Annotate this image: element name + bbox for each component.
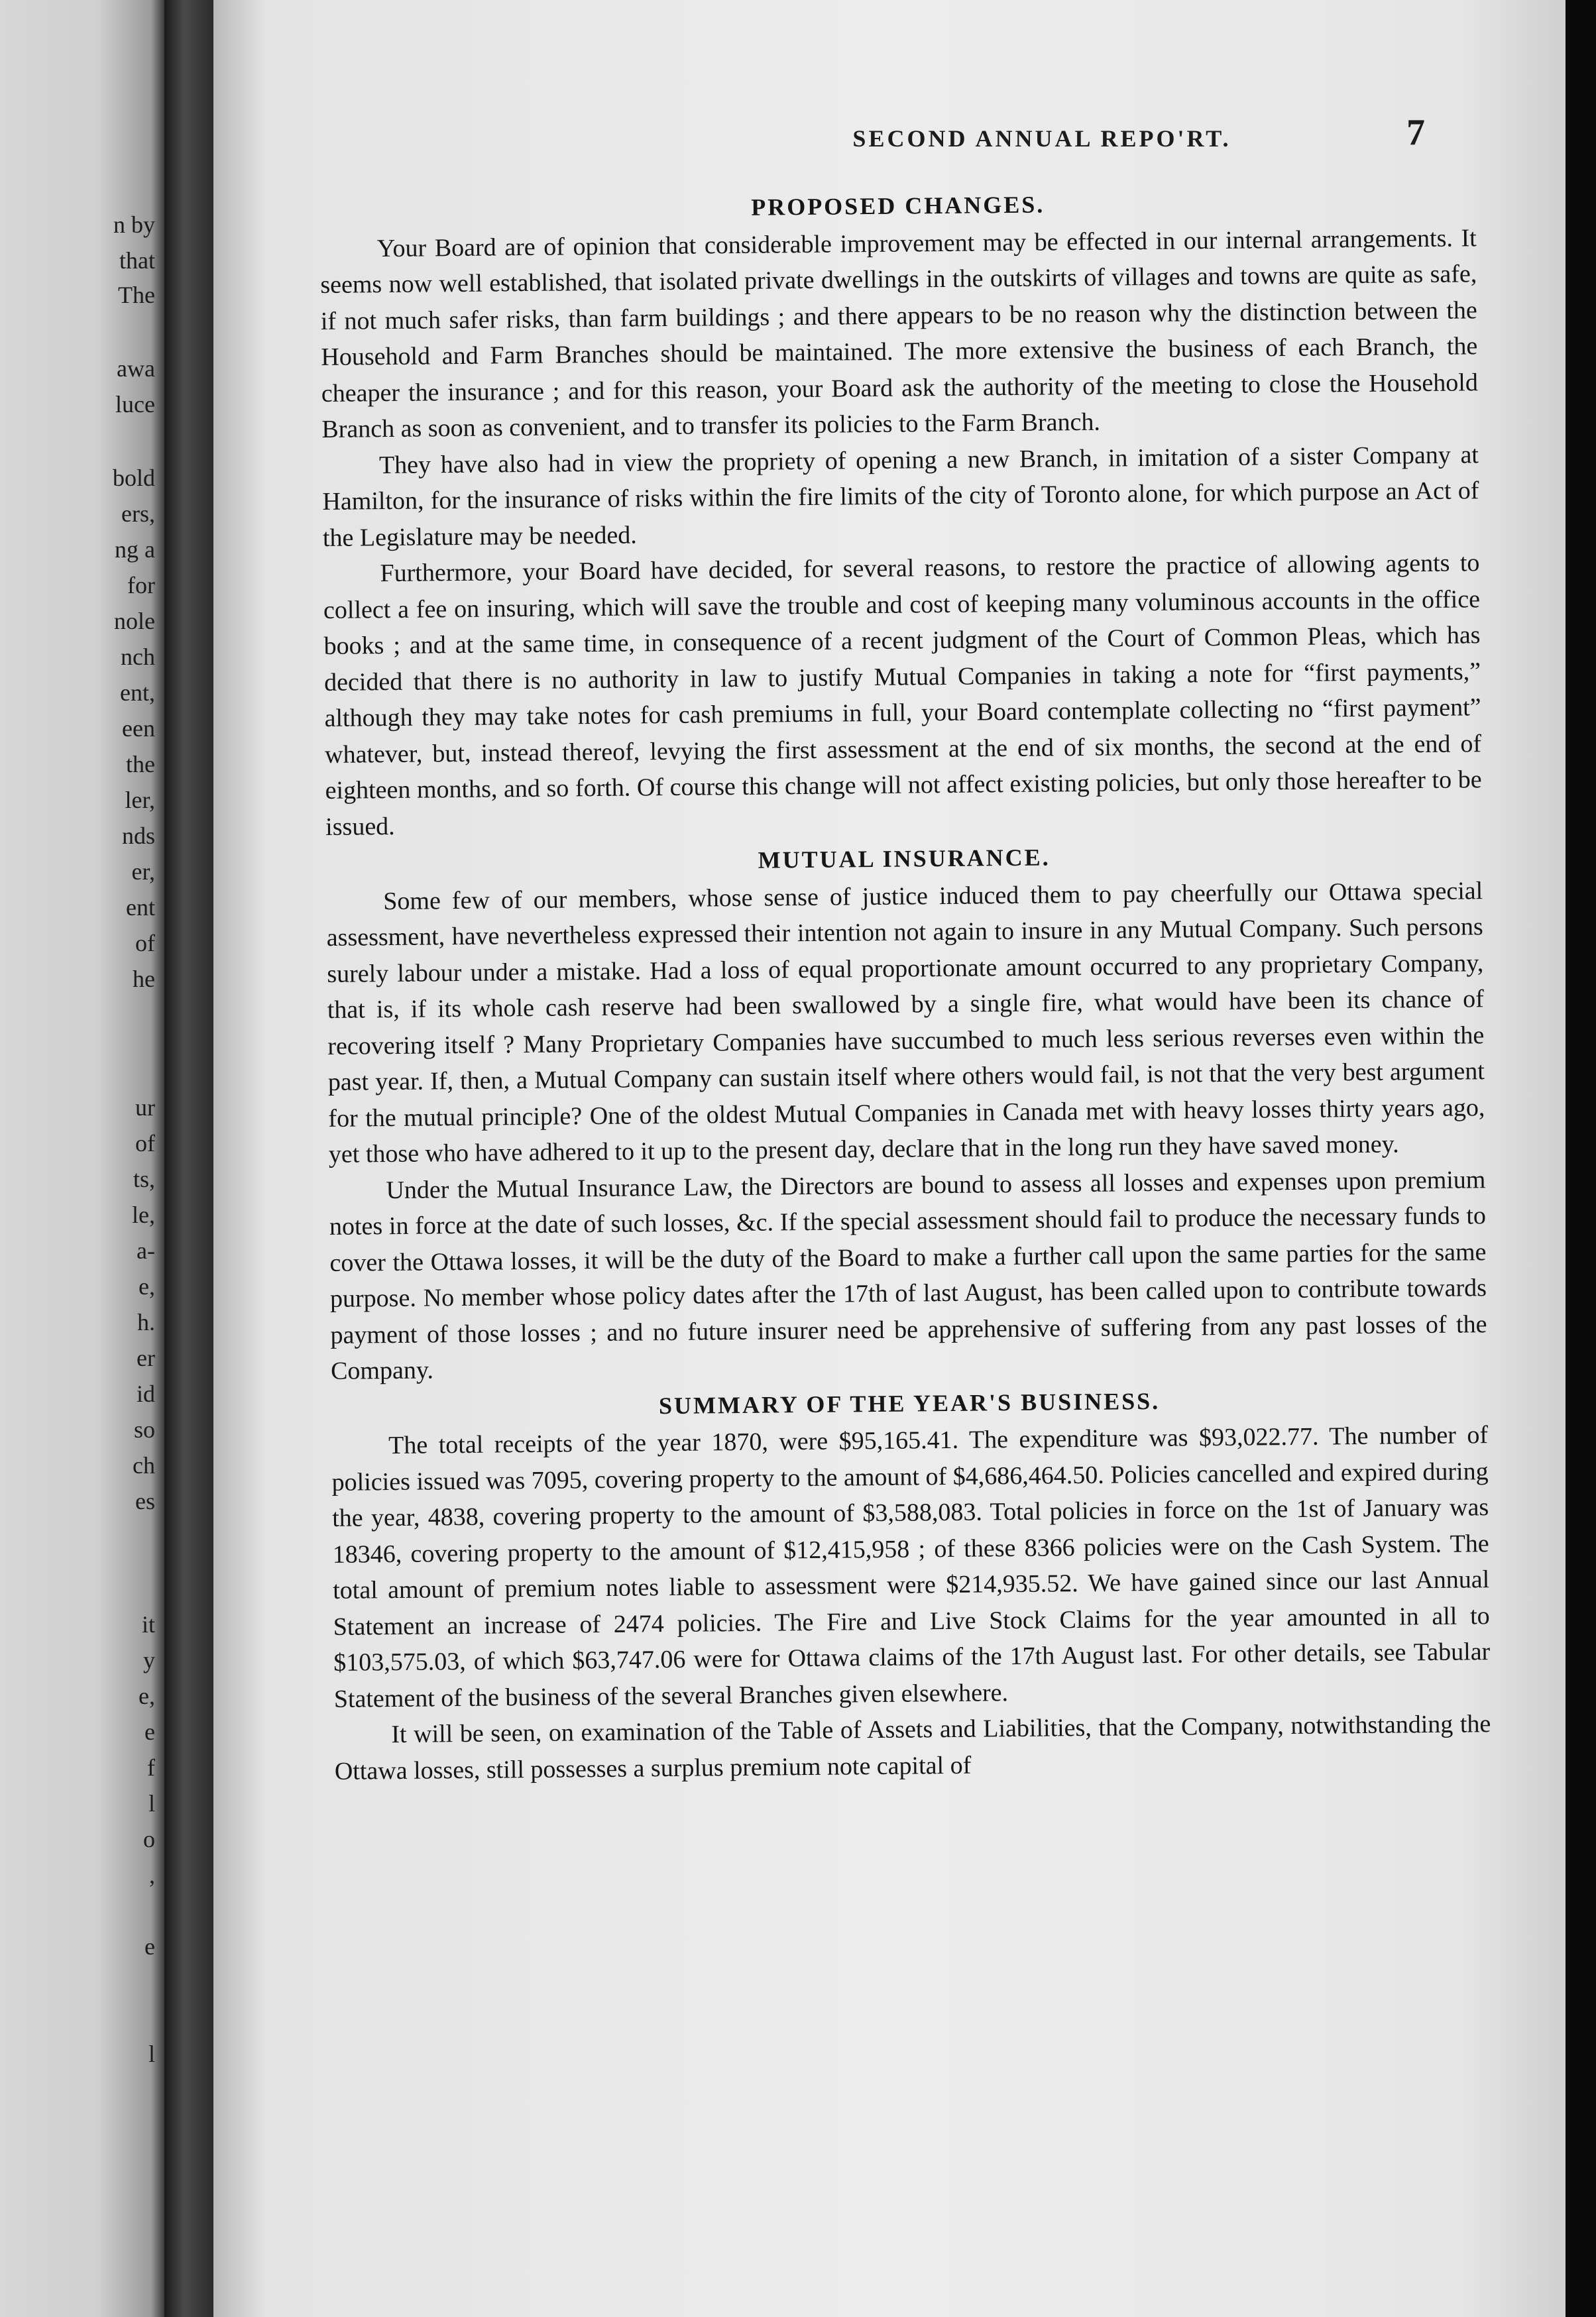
paragraph: Furthermore, your Board have decided, for several reasons, to restore the practice of allowing agents to collect a fee on insuring, which will save the trouble and cost of keeping many voluminous accounts in the office books ; and at the same time, in consequence of a recent judgment of the Court of Common Pleas, which has decided that there is no authority in law to justify Mutual Companies in taking a note for “first payments,” although they may take notes for cash premiums in full, your Board contemplate collecting no “first payment” whatever, but, instead thereof, levying the first assessment at the end of six months, the second at the end of eighteen months, and so forth. Of course this change will not affect existing policies, but only those hereafter to be issued. xyxy=(323,549,1482,841)
facing-page-fragment: ng a xyxy=(115,536,155,563)
facing-page-fragment: so xyxy=(133,1416,155,1443)
facing-page-fragment: the xyxy=(126,751,155,777)
facing-page-fragment: The xyxy=(118,282,155,308)
facing-page-fragment: n by xyxy=(113,211,155,238)
facing-page-fragment: ts, xyxy=(133,1166,155,1192)
facing-page-fragment: een xyxy=(122,715,155,742)
facing-page-fragment: , xyxy=(149,1862,155,1888)
facing-page-fragment: e, xyxy=(139,1273,155,1300)
facing-page-fragment: he xyxy=(133,966,155,992)
facing-page-fragment: that xyxy=(119,247,155,274)
facing-page-fragment: nds xyxy=(121,822,155,849)
book-gutter xyxy=(164,0,213,2317)
facing-page-fragment: it xyxy=(141,1611,155,1638)
facing-page-fragment: of xyxy=(135,1130,155,1157)
paragraph: They have also had in view the propriety of opening a new Branch, in imitation of a sister Company at Hamilton, for the insurance of risks within the fire limits of the city of Toronto alone, for which purpose an Act of the Legislature may be needed. xyxy=(322,440,1479,552)
facing-page-fragment: h. xyxy=(137,1309,155,1335)
facing-page-fragment: ur xyxy=(135,1094,155,1121)
section-heading: MUTUAL INSURANCE. xyxy=(758,844,1051,874)
facing-page-fragment: luce xyxy=(115,391,155,418)
section-summary xyxy=(331,1380,1491,1789)
section-mutual-insurance xyxy=(325,835,1487,1389)
section-proposed-changes xyxy=(319,182,1482,845)
facing-page-fragment: ent xyxy=(126,894,155,921)
facing-page-fragment: es xyxy=(135,1488,155,1514)
facing-page-edge xyxy=(0,0,164,2317)
section-heading: PROPOSED CHANGES. xyxy=(751,191,1045,221)
facing-page-fragment: nole xyxy=(114,608,155,634)
facing-page-fragment: er, xyxy=(131,858,155,885)
paragraph: Some few of our members, whose sense of justice induced them to pay cheerfully our Ottawa special assessment, have nevertheless expressed their intention not again to insure in any Mutual Company. Such persons surely labour under a mistake. Had a loss of equal proportionate amount occurred to any proprietary Company, that is, if its whole cash reserve had been swallowed by a single fire, what would have been its chance of recovering itself ? Many Proprietary Companies have succumbed to much less serious reverses even within the past year. If, then, a Mutual Company can sustain itself where others would fail, is not that the very best argument for the mutual principle? One of the oldest Mutual Companies in Canada met with heavy losses thirty years ago, yet those who have adhered to it up to the present day, declare that in the long run they have saved money. xyxy=(326,876,1485,1168)
facing-page-fragment: l xyxy=(148,2041,155,2067)
facing-page-fragment: f xyxy=(147,1754,155,1781)
facing-page-fragment: l xyxy=(148,1790,155,1817)
facing-page-fragment: e, xyxy=(139,1683,155,1709)
paragraph: Your Board are of opinion that considerable improvement may be effected in our internal arrangements. It seems now well established, that isolated private dwellings in the outskirts of villages and towns are quite as safe, if not much safer risks, than farm buildings ; and there appears to be no reason why the distinction between the Household and Farm Branches should be maintained. The more extensive the business of each Branch, the cheaper the insurance ; and for this reason, your Board ask the authority of the meeting to close the Household Branch as soon as convenient, and to transfer its policies to the Farm Branch. xyxy=(320,223,1479,443)
facing-page-fragment: bold xyxy=(112,465,155,491)
page-body xyxy=(319,181,1491,1789)
facing-page-fragment: e xyxy=(144,1933,155,1960)
facing-page-fragment: e xyxy=(144,1719,155,1745)
paragraph: The total receipts of the year 1870, were $95,165.41. The expenditure was $93,022.77. The number of policies issued was 7095, covering property to the amount of $4,686,464.50. Policies cancelled and expired during the year, 4838, covering property to the amount of $3,588,083. Total policies in force on the 1st of January was 18346, covering property to the amount of $12,415,958 ; of these 8366 policies were on the Cash System. The total amount of premium notes liable to assessment were $214,935.52. We have gained since our last Annual Statement an increase of 2474 policies. The Fire and Live Stock Claims for the year amounted in all to $103,575.03, of which $63,747.06 were for Ottawa claims of the 17th August last. For other details, see Tabular Statement of the business of the several Branches given elsewhere. xyxy=(331,1421,1491,1713)
scan-border xyxy=(1566,0,1596,2317)
facing-page-fragment: awa xyxy=(117,355,155,382)
paragraph: Under the Mutual Insurance Law, the Directors are bound to assess all losses and expenses upon premium notes in force at the date of such losses, &c. If the special assessment should fail to produce the necessary funds to cover the Ottawa losses, it will be the duty of the Board to make a further call upon the same parties for the same purpose. No member whose policy dates after the 17th of last August, has been called upon to contribute towards payment of those losses ; and no future insurer need be apprehensive of suffering from any past losses of the Company. xyxy=(329,1165,1487,1385)
facing-page-fragment: le, xyxy=(132,1202,155,1228)
facing-page-fragment: er xyxy=(137,1345,155,1371)
page-number: 7 xyxy=(1406,112,1425,153)
facing-page-fragment: y xyxy=(143,1647,155,1673)
facing-page-fragment: for xyxy=(127,572,155,598)
report-page xyxy=(213,0,1566,2317)
facing-page-fragment: ler, xyxy=(125,787,155,813)
facing-page-fragment: ch xyxy=(133,1452,155,1479)
facing-page-fragment: nch xyxy=(121,644,155,670)
facing-page-fragment: ers, xyxy=(121,500,155,527)
facing-page-fragment: ent, xyxy=(120,679,155,706)
paragraph: It will be seen, on examination of the Table of Assets and Liabilities, that the Company, notwithstanding the Ottawa losses, still possesses a surplus premium note capital of xyxy=(334,1710,1491,1785)
facing-page-fragment: o xyxy=(143,1826,155,1852)
facing-page-fragment: a- xyxy=(137,1237,155,1264)
facing-page-fragment: of xyxy=(135,930,155,956)
section-heading: SUMMARY OF THE YEAR'S BUSINESS. xyxy=(658,1387,1161,1419)
running-title: SECOND ANNUAL REPO'RT. xyxy=(852,125,1231,152)
facing-page-fragment: id xyxy=(136,1381,155,1407)
